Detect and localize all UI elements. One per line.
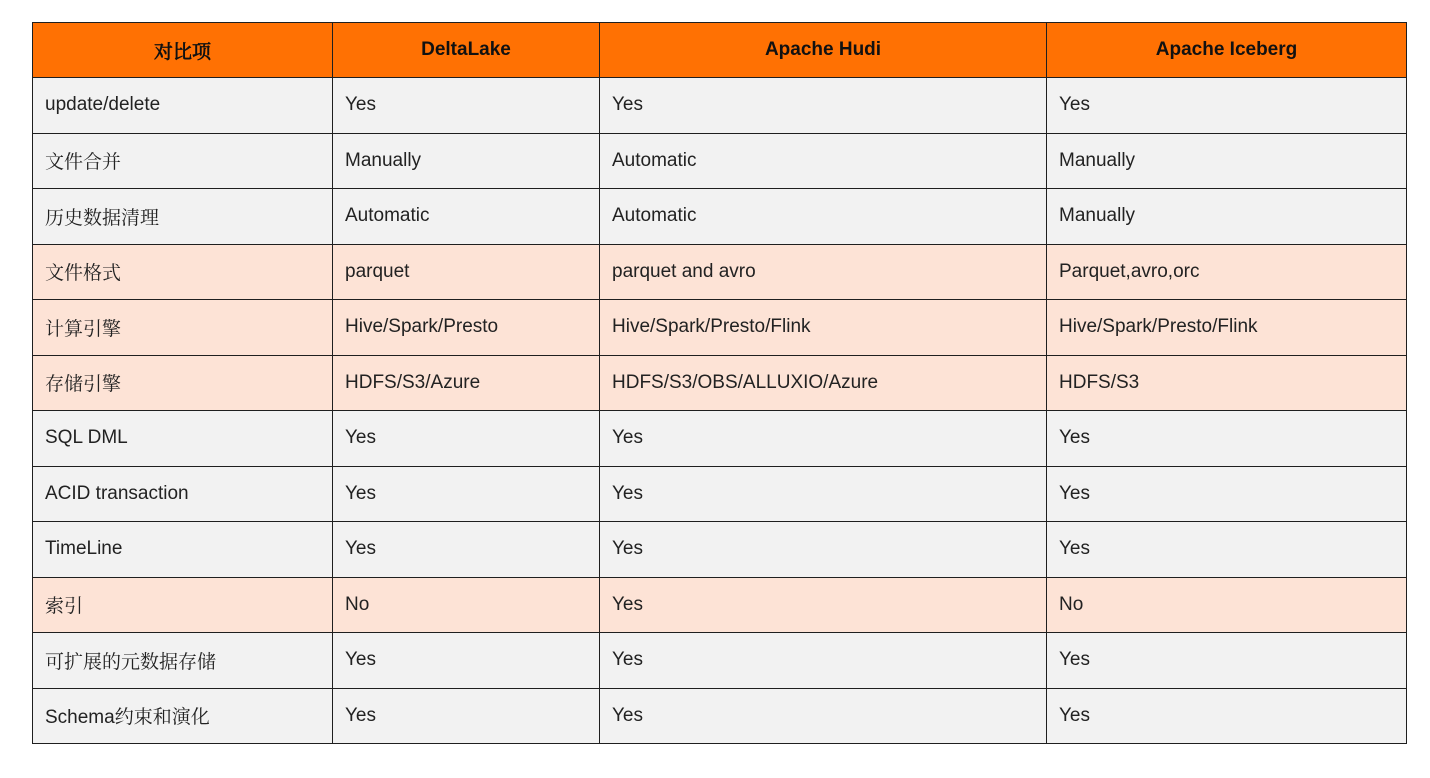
header-deltalake: DeltaLake [333,23,600,78]
deltalake-cell: Hive/Spark/Presto [333,300,600,356]
deltalake-cell: Yes [333,688,600,744]
hudi-cell: Hive/Spark/Presto/Flink [600,300,1047,356]
table-header-row [33,23,1407,78]
table-row [33,411,1407,467]
deltalake-cell: No [333,577,600,633]
iceberg-cell: HDFS/S3 [1047,355,1407,411]
comparison-table [32,22,1407,744]
hudi-cell: Yes [600,633,1047,689]
deltalake-cell: Automatic [333,189,600,245]
feature-cell: 文件格式 [33,244,333,300]
iceberg-cell: Yes [1047,522,1407,578]
hudi-cell: Yes [600,522,1047,578]
hudi-cell: Yes [600,577,1047,633]
table-row [33,688,1407,744]
table-row [33,522,1407,578]
table-row [33,355,1407,411]
deltalake-cell: Yes [333,78,600,134]
feature-cell: 文件合并 [33,133,333,189]
iceberg-cell: Yes [1047,466,1407,522]
feature-cell: 存储引擎 [33,355,333,411]
deltalake-cell: Manually [333,133,600,189]
header-apache-hudi: Apache Hudi [600,23,1047,78]
feature-cell: 计算引擎 [33,300,333,356]
hudi-cell: Yes [600,466,1047,522]
iceberg-cell: Yes [1047,78,1407,134]
hudi-cell: parquet and avro [600,244,1047,300]
table-row [33,577,1407,633]
table-row [33,78,1407,134]
table-row [33,633,1407,689]
deltalake-cell: parquet [333,244,600,300]
iceberg-cell: Manually [1047,133,1407,189]
table-row [33,244,1407,300]
iceberg-cell: Yes [1047,633,1407,689]
hudi-cell: Yes [600,688,1047,744]
table-row [33,300,1407,356]
iceberg-cell: Parquet,avro,orc [1047,244,1407,300]
hudi-cell: Automatic [600,189,1047,245]
iceberg-cell: Yes [1047,688,1407,744]
deltalake-cell: Yes [333,411,600,467]
hudi-cell: Yes [600,78,1047,134]
deltalake-cell: HDFS/S3/Azure [333,355,600,411]
feature-cell: SQL DML [33,411,333,467]
comparison-table-container [32,22,1406,744]
hudi-cell: HDFS/S3/OBS/ALLUXIO/Azure [600,355,1047,411]
feature-cell: ACID transaction [33,466,333,522]
table-row [33,189,1407,245]
table-body [33,78,1407,744]
deltalake-cell: Yes [333,466,600,522]
feature-cell: 索引 [33,577,333,633]
iceberg-cell: No [1047,577,1407,633]
feature-cell: 可扩展的元数据存储 [33,633,333,689]
deltalake-cell: Yes [333,522,600,578]
hudi-cell: Yes [600,411,1047,467]
iceberg-cell: Manually [1047,189,1407,245]
header-compare-item: 对比项 [33,23,333,78]
feature-cell: TimeLine [33,522,333,578]
header-apache-iceberg: Apache Iceberg [1047,23,1407,78]
feature-cell: Schema约束和演化 [33,688,333,744]
feature-cell: update/delete [33,78,333,134]
feature-cell: 历史数据清理 [33,189,333,245]
deltalake-cell: Yes [333,633,600,689]
table-row [33,133,1407,189]
iceberg-cell: Yes [1047,411,1407,467]
hudi-cell: Automatic [600,133,1047,189]
iceberg-cell: Hive/Spark/Presto/Flink [1047,300,1407,356]
table-row [33,466,1407,522]
